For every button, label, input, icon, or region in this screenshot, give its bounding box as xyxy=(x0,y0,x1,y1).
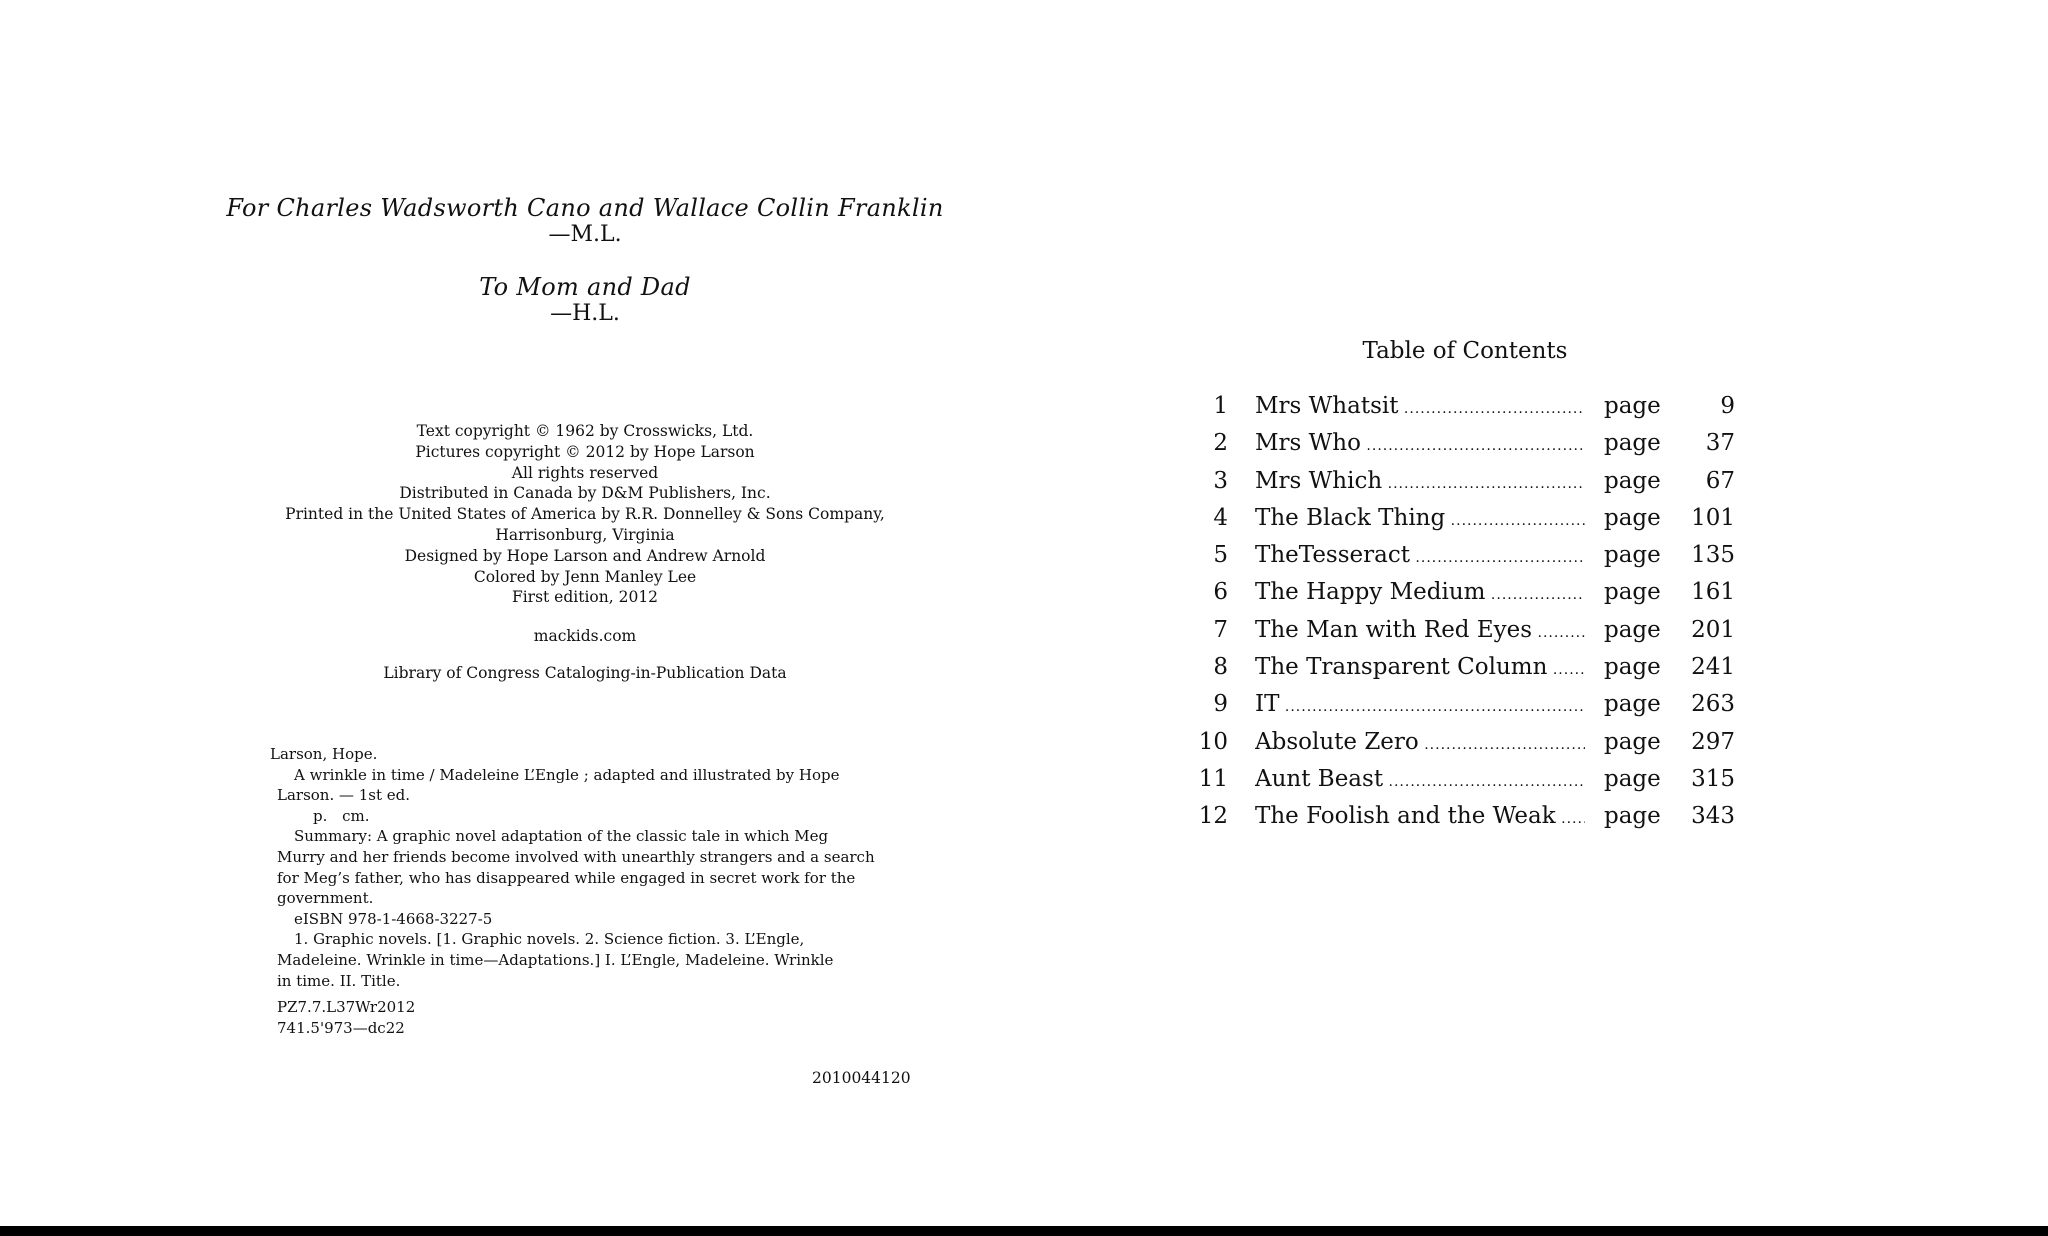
copyright-line: Colored by Jenn Manley Lee xyxy=(473,567,697,586)
cip-summary-cont: government. xyxy=(277,889,374,908)
copyright-block xyxy=(200,421,970,608)
cip-summary-cont: Murry and her friends become involved with unearthly strangers and a search xyxy=(277,847,875,866)
toc-page-label: page xyxy=(1604,542,1661,569)
toc-page-label: page xyxy=(1604,467,1661,494)
toc-page-label: page xyxy=(1604,504,1661,531)
toc-page-number: 135 xyxy=(1691,542,1735,569)
copyright-line: Distributed in Canada by D&M Publishers, Inc. xyxy=(399,484,771,503)
toc-page-label: page xyxy=(1604,616,1661,643)
cip-isbn: eISBN 978-1-4668-3227-5 xyxy=(294,909,493,928)
dedication-2-from: —H.L. xyxy=(550,301,620,326)
cip-subjects-cont: in time. II. Title. xyxy=(277,971,401,990)
copyright-line: All rights reserved xyxy=(511,463,659,482)
website: mackids.com xyxy=(533,627,637,645)
toc-entry[interactable] xyxy=(1190,765,1735,803)
toc-page-label: page xyxy=(1604,728,1661,755)
toc-page-number: 161 xyxy=(1691,579,1735,606)
cip-heading: Library of Congress Cataloging-in-Publication Data xyxy=(383,664,787,682)
toc-chapter-number: 5 xyxy=(1213,542,1228,569)
toc-page-number: 315 xyxy=(1691,765,1735,792)
toc-page-label: page xyxy=(1604,430,1661,457)
toc-chapter-number: 7 xyxy=(1213,616,1228,643)
toc-page-label: page xyxy=(1604,803,1661,830)
toc-entry[interactable] xyxy=(1190,654,1735,691)
dedication-1-from: —M.L. xyxy=(548,222,622,247)
toc-entry[interactable] xyxy=(1190,504,1735,542)
toc-chapter-title: Mrs Whatsit ..... xyxy=(1255,393,1585,419)
toc-chapter-title: The Transparent Column ..... xyxy=(1255,654,1585,680)
toc-page-label: page xyxy=(1604,393,1661,419)
toc-title: Table of Contents xyxy=(1362,338,1568,364)
table-of-contents xyxy=(1190,393,1735,841)
dedication-2-text: To Mom and Dad xyxy=(479,273,691,301)
copyright-line: Pictures copyright © 2012 by Hope Larson xyxy=(415,442,755,461)
toc-chapter-title: The Happy Medium ..... xyxy=(1255,579,1585,605)
toc-chapter-title: Aunt Beast ..... xyxy=(1255,766,1585,792)
cip-summary: Summary: A graphic novel adaptation of the classic tale in which Meg xyxy=(294,827,829,846)
copyright-line: Printed in the United States of America by R.R. Donnelley & Sons Company, xyxy=(285,505,885,524)
toc-chapter-number: 10 xyxy=(1198,728,1228,755)
toc-entry[interactable] xyxy=(1190,542,1735,579)
cip-classification: 741.5'973—dc22 xyxy=(277,1018,405,1037)
toc-entry[interactable] xyxy=(1190,616,1735,654)
toc-page-label: page xyxy=(1604,654,1661,681)
cip-title: A wrinkle in time / Madeleine L’Engle ; adapted and illustrated by Hope xyxy=(294,765,840,784)
toc-entry[interactable] xyxy=(1190,691,1735,728)
toc-chapter-number: 2 xyxy=(1213,430,1228,457)
toc-page-number: 9 xyxy=(1720,393,1735,419)
cip-subjects: 1. Graphic novels. [1. Graphic novels. 2. Science fiction. 3. L’Engle, xyxy=(294,930,805,949)
toc-entry[interactable] xyxy=(1190,803,1735,840)
toc-page-number: 37 xyxy=(1705,430,1735,457)
cip-author: Larson, Hope. xyxy=(270,745,378,763)
cip-title-cont: Larson. — 1st ed. xyxy=(277,786,411,805)
toc-chapter-number: 4 xyxy=(1213,504,1228,531)
copyright-line: Designed by Hope Larson and Andrew Arnold xyxy=(404,546,766,565)
toc-entry[interactable] xyxy=(1190,579,1735,616)
toc-entry[interactable] xyxy=(1190,393,1735,430)
dedication-1-text: For Charles Wadsworth Cano and Wallace Collin Franklin xyxy=(226,194,944,222)
cip-summary-cont: for Meg’s father, who has disappeared while engaged in secret work for the xyxy=(277,868,856,887)
toc-chapter-title: TheTesseract ..... xyxy=(1255,542,1585,568)
toc-chapter-title: IT ..... xyxy=(1255,691,1585,717)
copyright-line: First edition, 2012 xyxy=(511,588,659,607)
toc-chapter-title: The Black Thing ..... xyxy=(1255,505,1585,531)
cip-classification: PZ7.7.L37Wr2012 xyxy=(277,998,416,1017)
toc-page-label: page xyxy=(1604,765,1661,792)
toc-chapter-number: 8 xyxy=(1213,654,1228,681)
lccn-number: 2010044120 xyxy=(812,1069,911,1087)
toc-page-number: 67 xyxy=(1705,467,1735,494)
toc-entry[interactable] xyxy=(1190,467,1735,505)
toc-chapter-number: 12 xyxy=(1198,803,1228,830)
toc-entry[interactable] xyxy=(1190,430,1735,467)
cip-subjects-cont: Madeleine. Wrinkle in time—Adaptations.] I. L’Engle, Madeleine. Wrinkle xyxy=(277,950,834,969)
toc-chapter-title: Mrs Which ..... xyxy=(1255,468,1585,494)
toc-chapter-title: The Foolish and the Weak ..... xyxy=(1255,803,1585,829)
toc-chapter-title: Mrs Who ..... xyxy=(1255,430,1585,456)
toc-page-label: page xyxy=(1604,691,1661,718)
bottom-edge-bar xyxy=(0,1226,2048,1236)
toc-page-number: 241 xyxy=(1691,654,1735,681)
toc-entry[interactable] xyxy=(1190,728,1735,766)
toc-chapter-title: Absolute Zero ..... xyxy=(1255,729,1585,755)
toc-page-label: page xyxy=(1604,579,1661,606)
toc-chapter-number: 3 xyxy=(1213,467,1228,494)
toc-page-number: 343 xyxy=(1691,803,1735,830)
toc-page-number: 101 xyxy=(1691,504,1735,531)
toc-chapter-title: The Man with Red Eyes ..... xyxy=(1255,617,1585,643)
toc-chapter-number: 9 xyxy=(1213,691,1228,718)
toc-chapter-number: 1 xyxy=(1213,393,1228,419)
toc-chapter-number: 6 xyxy=(1213,579,1228,606)
copyright-line: Harrisonburg, Virginia xyxy=(495,525,675,544)
toc-page-number: 297 xyxy=(1691,728,1735,755)
cip-pages: p. cm. xyxy=(313,806,370,825)
toc-page-number: 201 xyxy=(1691,616,1735,643)
toc-page-number: 263 xyxy=(1691,691,1735,718)
toc-chapter-number: 11 xyxy=(1198,765,1228,792)
cip-data xyxy=(270,744,910,1038)
copyright-line: Text copyright © 1962 by Crosswicks, Ltd. xyxy=(416,422,754,440)
